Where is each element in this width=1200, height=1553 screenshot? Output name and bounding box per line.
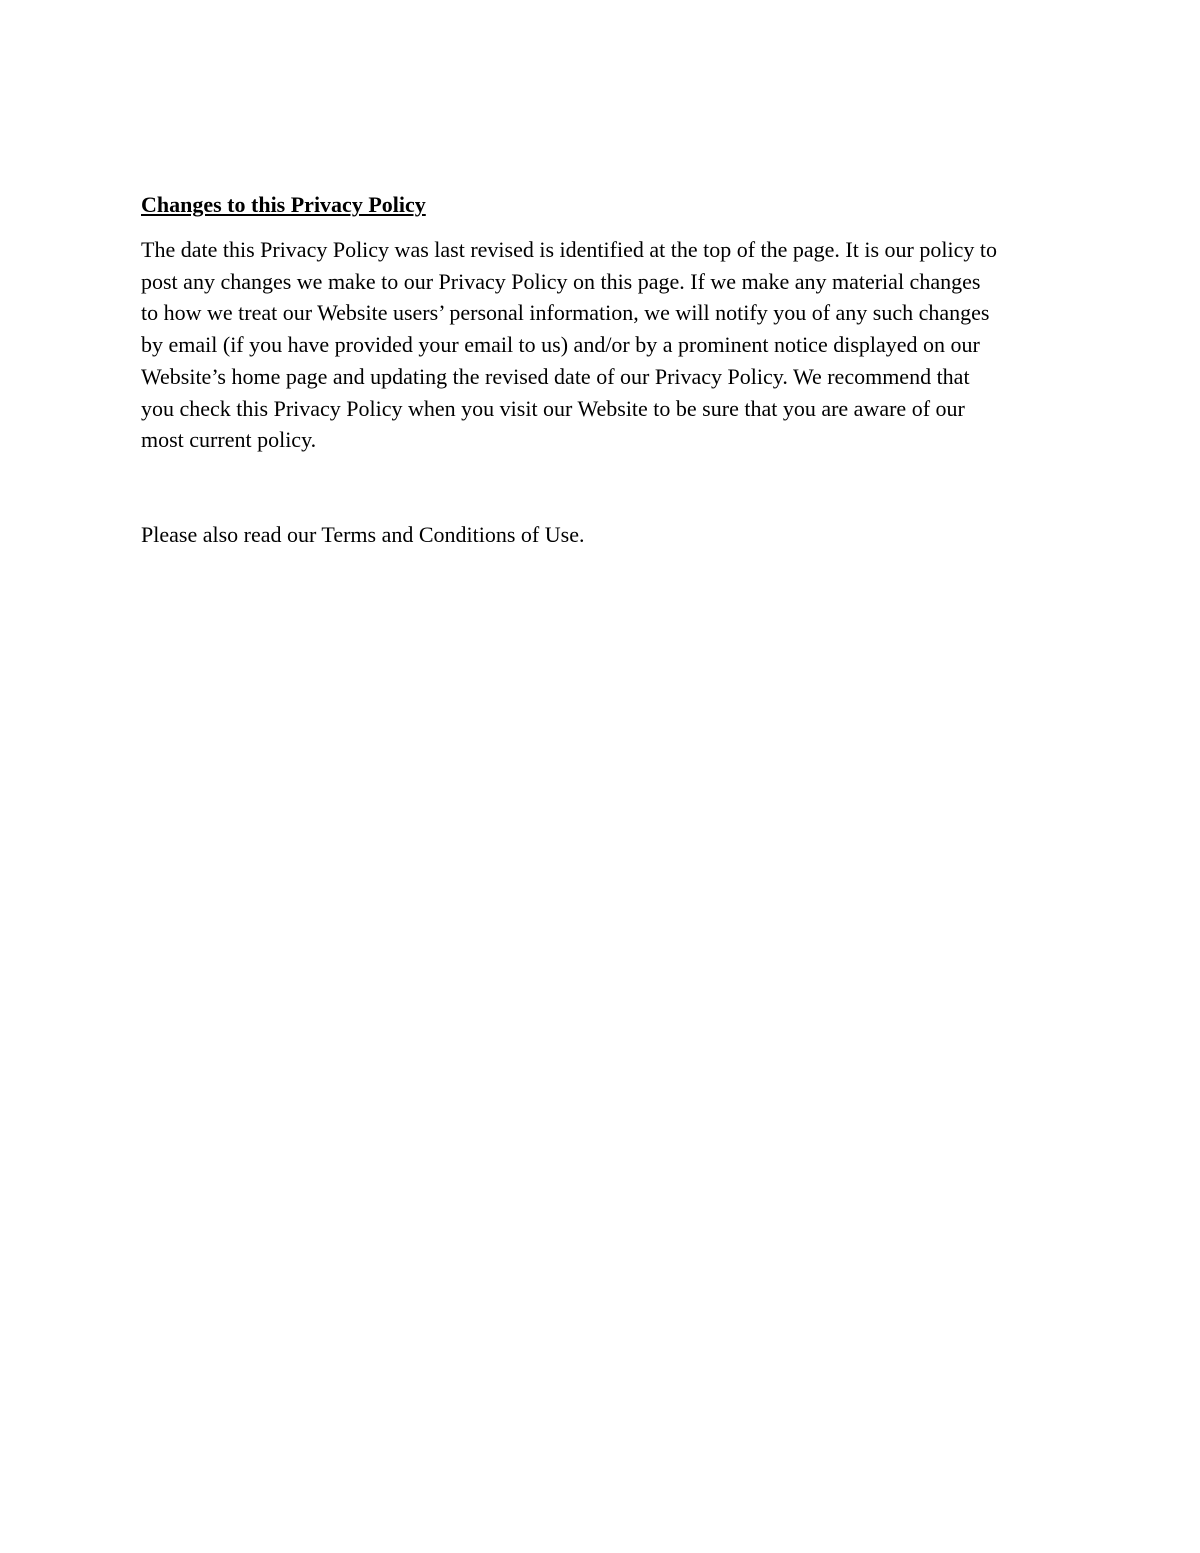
paragraph-line: most current policy. [141,427,317,453]
paragraph-line: you check this Privacy Policy when you visit our Website to be sure that you are aware of our [141,395,965,421]
section-heading: Changes to this Privacy Policy [141,192,426,217]
document-page [141,190,1071,551]
paragraph-line: by email (if you have provided your email to us) and/or by a prominent notice displayed on our [141,332,980,358]
paragraph-line: to how we treat our Website users’ personal information, we will notify you of any such changes [141,300,990,326]
policy-paragraph [141,234,1071,456]
closing-note: Please also read our Terms and Conditions of Use. [141,521,585,547]
paragraph-line: The date this Privacy Policy was last revised is identified at the top of the page. It is our policy to [141,237,997,262]
paragraph-line: Website’s home page and updating the revised date of our Privacy Policy. We recommend that [141,363,970,389]
paragraph-line: post any changes we make to our Privacy Policy on this page. If we make any material changes [141,268,981,294]
